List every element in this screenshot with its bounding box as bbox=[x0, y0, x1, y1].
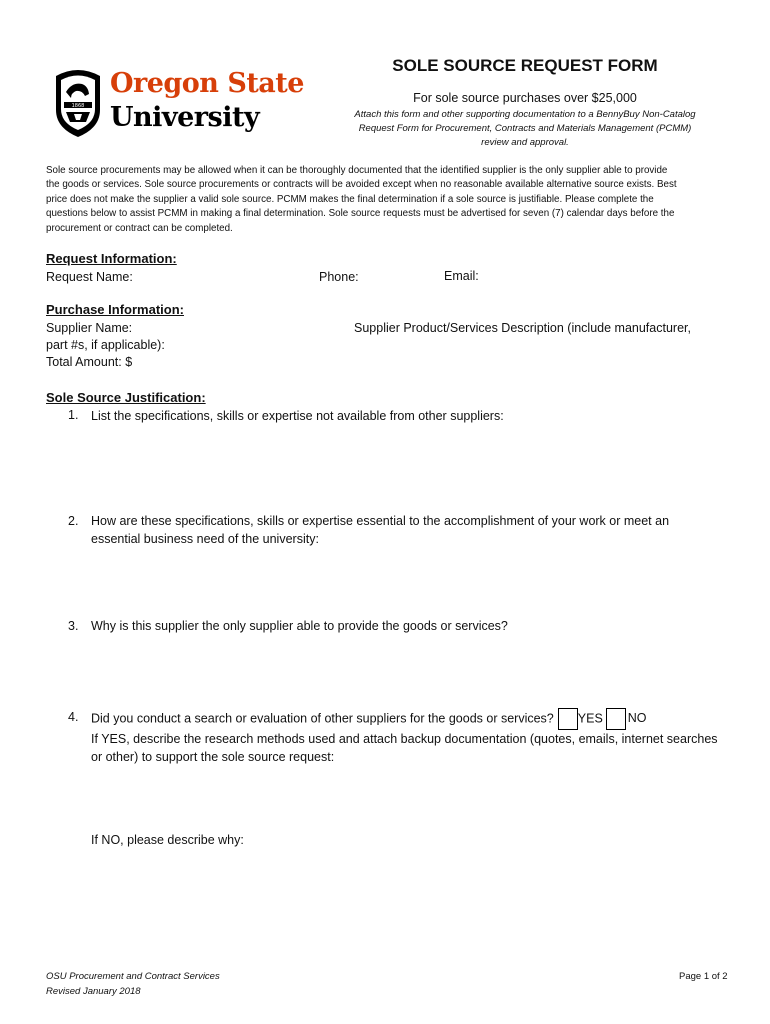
intro-line-3: price does not make the supplier a valid sole source. PCMM makes the final determination if a sole source is justifiable. Please complete the bbox=[46, 193, 654, 205]
question-4-text bbox=[91, 708, 741, 766]
question-2-line-2: essential business need of the university: bbox=[91, 532, 319, 546]
question-1-text: List the specifications, skills or expertise not available from other suppliers: bbox=[91, 409, 504, 423]
logo-line-2: University bbox=[110, 102, 260, 133]
request-name-label: Request Name: bbox=[46, 270, 133, 284]
description-label-cont: part #s, if applicable): bbox=[46, 338, 165, 352]
attach-instructions bbox=[330, 108, 720, 150]
question-3-number: 3. bbox=[68, 619, 79, 633]
question-2-line-1: How are these specifications, skills or expertise essential to the accomplishment of your work or meet an bbox=[91, 514, 670, 528]
question-4-prompt: Did you conduct a search or evaluation of other suppliers for the goods or services? bbox=[91, 711, 554, 726]
intro-line-1: Sole source procurements may be allowed when it can be thoroughly documented that the identified supplier is the only supplier able to provide bbox=[46, 165, 668, 176]
supplier-name-label: Supplier Name: bbox=[46, 321, 133, 335]
intro-line-2: the goods or services. Sole source procurements or contracts will be avoided except when no reasonable available alternative source exists. Best bbox=[46, 179, 677, 191]
intro-paragraph bbox=[46, 164, 726, 236]
question-4-line-2: If YES, describe the research methods used and attach backup documentation (quotes, emails, internet searches bbox=[91, 732, 718, 746]
request-info-heading: Request Information: bbox=[46, 251, 177, 266]
logo-line-1: Oregon State bbox=[110, 68, 304, 99]
no-label: NO bbox=[627, 711, 647, 726]
justification-heading: Sole Source Justification: bbox=[46, 390, 206, 405]
attach-line-3: review and approval. bbox=[481, 137, 569, 148]
question-4-no-prompt: If NO, please describe why: bbox=[91, 833, 244, 847]
attach-line-2: Request Form for Procurement, Contracts and Materials Management (PCMM) bbox=[358, 123, 692, 134]
intro-line-4: questions below to assist PCMM in making a final determination. Sole source requests must be advertised for seven (7) calendar days before the bbox=[46, 208, 675, 220]
osu-logo bbox=[52, 66, 304, 142]
form-subtitle: For sole source purchases over $25,000 bbox=[413, 91, 637, 105]
email-label: Email: bbox=[444, 269, 479, 283]
question-4-line-3: or other) to support the sole source request: bbox=[91, 750, 335, 764]
question-2-text bbox=[91, 512, 731, 548]
footer-revised: Revised January 2018 bbox=[46, 985, 141, 997]
yes-label: YES bbox=[577, 711, 603, 726]
osu-seal-icon bbox=[52, 66, 104, 138]
attach-line-1: Attach this form and other supporting documentation to a BennyBuy Non-Catalog bbox=[354, 109, 696, 120]
yes-checkbox[interactable] bbox=[558, 708, 578, 730]
question-2-number: 2. bbox=[68, 514, 79, 528]
form-title: SOLE SOURCE REQUEST FORM bbox=[392, 56, 658, 75]
footer bbox=[46, 970, 220, 999]
purchase-info-heading: Purchase Information: bbox=[46, 302, 184, 317]
footer-org: OSU Procurement and Contract Services bbox=[46, 971, 220, 982]
total-amount-label: Total Amount: $ bbox=[46, 355, 133, 369]
question-1-number: 1. bbox=[68, 408, 79, 422]
question-4-number: 4. bbox=[68, 710, 79, 724]
no-checkbox[interactable] bbox=[606, 708, 626, 730]
page-number: Page 1 of 2 bbox=[679, 971, 728, 982]
phone-label: Phone: bbox=[319, 270, 359, 284]
description-label: Supplier Product/Services Description (include manufacturer, bbox=[354, 321, 691, 335]
intro-line-5: procurement or contract can be completed. bbox=[46, 222, 233, 234]
question-4-line-1 bbox=[91, 708, 741, 730]
question-3-text: Why is this supplier the only supplier able to provide the goods or services? bbox=[91, 619, 508, 633]
seal-year: 1868 bbox=[71, 103, 85, 109]
